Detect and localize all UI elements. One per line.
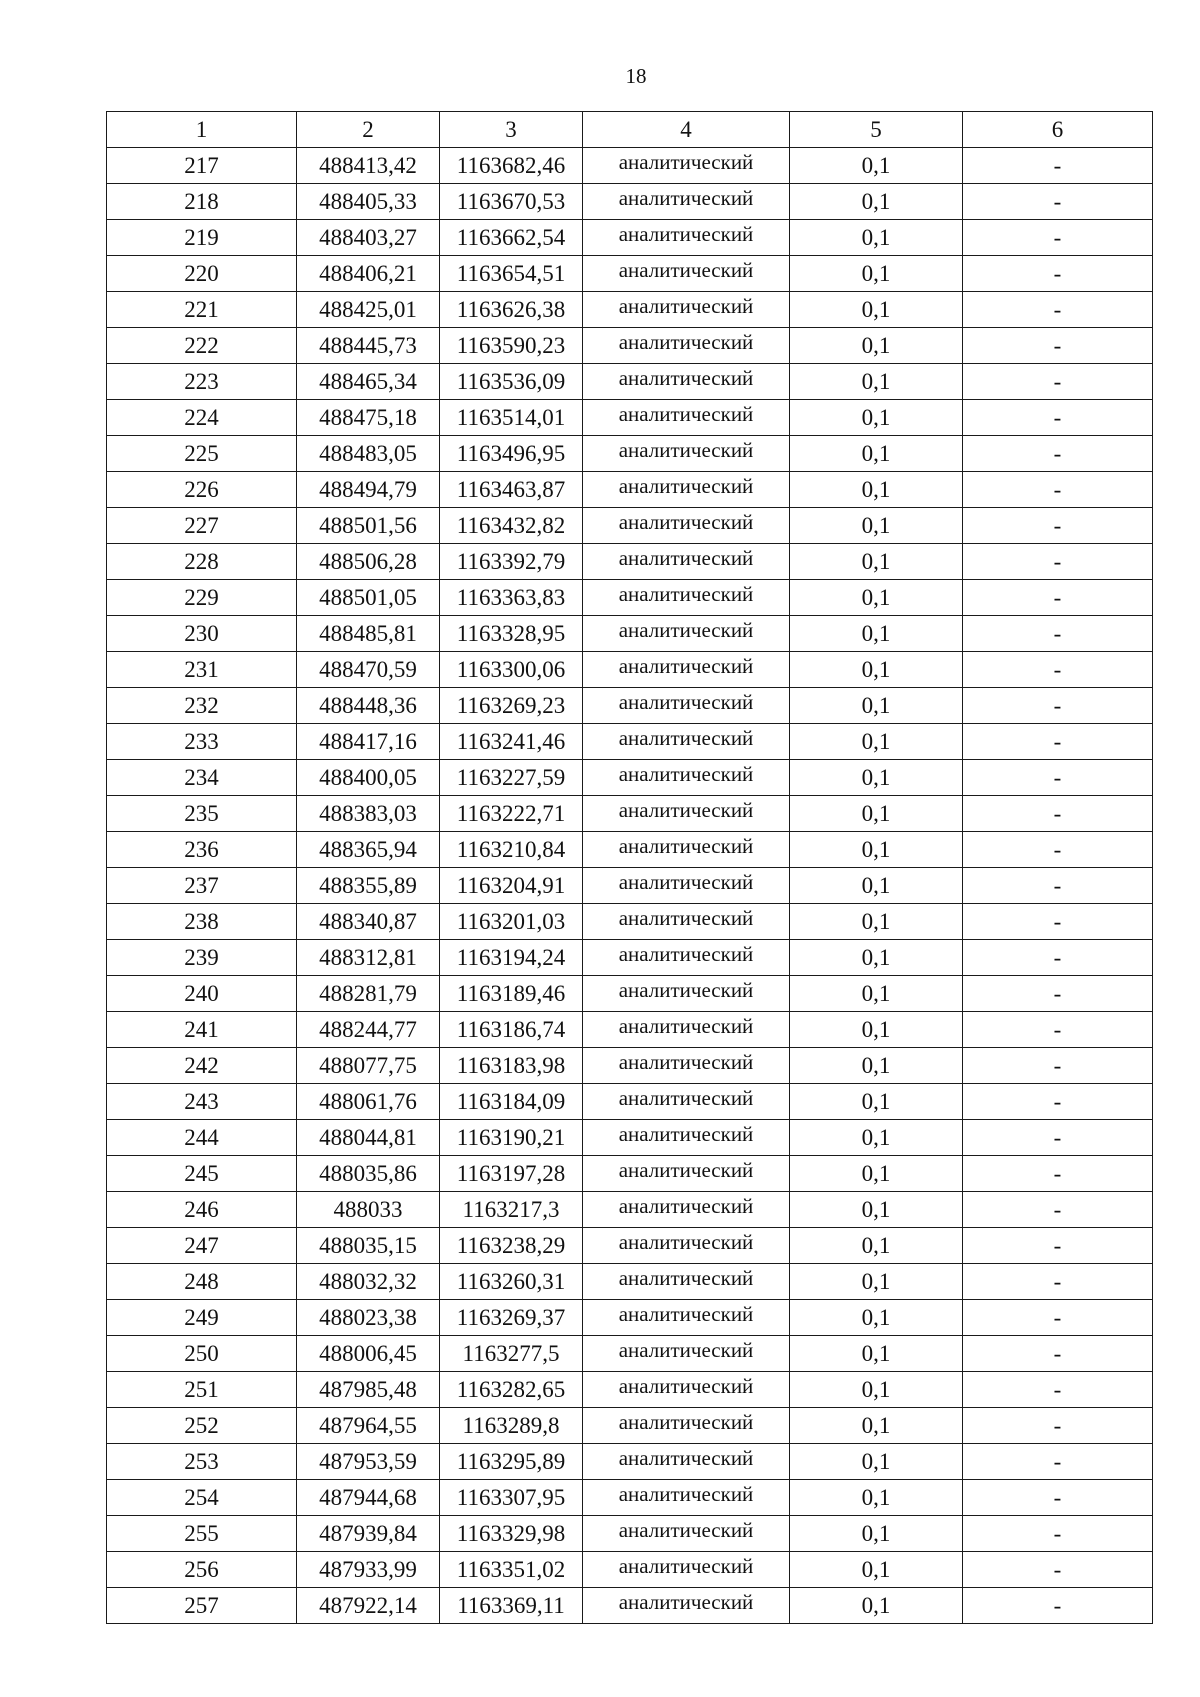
cell-method: аналитический xyxy=(583,904,790,940)
cell-point-number: 225 xyxy=(107,436,297,472)
header-col-1: 1 xyxy=(107,112,297,148)
table-row xyxy=(107,508,1153,544)
table-row xyxy=(107,1084,1153,1120)
cell-method: аналитический xyxy=(583,436,790,472)
cell-note: - xyxy=(963,436,1153,472)
cell-note: - xyxy=(963,976,1153,1012)
cell-x-coordinate: 488340,87 xyxy=(297,904,440,940)
cell-point-number: 250 xyxy=(107,1336,297,1372)
cell-accuracy: 0,1 xyxy=(790,1228,963,1264)
cell-accuracy: 0,1 xyxy=(790,184,963,220)
cell-note: - xyxy=(963,1372,1153,1408)
cell-accuracy: 0,1 xyxy=(790,220,963,256)
cell-x-coordinate: 487939,84 xyxy=(297,1516,440,1552)
cell-method: аналитический xyxy=(583,472,790,508)
cell-x-coordinate: 488312,81 xyxy=(297,940,440,976)
cell-y-coordinate: 1163514,01 xyxy=(440,400,583,436)
cell-note: - xyxy=(963,256,1153,292)
cell-method: аналитический xyxy=(583,364,790,400)
cell-accuracy: 0,1 xyxy=(790,976,963,1012)
cell-method: аналитический xyxy=(583,976,790,1012)
cell-y-coordinate: 1163269,37 xyxy=(440,1300,583,1336)
cell-x-coordinate: 488006,45 xyxy=(297,1336,440,1372)
cell-accuracy: 0,1 xyxy=(790,652,963,688)
cell-y-coordinate: 1163654,51 xyxy=(440,256,583,292)
cell-x-coordinate: 487933,99 xyxy=(297,1552,440,1588)
table-row xyxy=(107,1480,1153,1516)
table-row xyxy=(107,400,1153,436)
cell-y-coordinate: 1163201,03 xyxy=(440,904,583,940)
cell-y-coordinate: 1163670,53 xyxy=(440,184,583,220)
cell-method: аналитический xyxy=(583,1336,790,1372)
cell-note: - xyxy=(963,940,1153,976)
cell-point-number: 255 xyxy=(107,1516,297,1552)
cell-accuracy: 0,1 xyxy=(790,292,963,328)
cell-x-coordinate: 488044,81 xyxy=(297,1120,440,1156)
cell-x-coordinate: 488244,77 xyxy=(297,1012,440,1048)
cell-point-number: 241 xyxy=(107,1012,297,1048)
cell-y-coordinate: 1163210,84 xyxy=(440,832,583,868)
cell-point-number: 227 xyxy=(107,508,297,544)
cell-x-coordinate: 488485,81 xyxy=(297,616,440,652)
cell-y-coordinate: 1163186,74 xyxy=(440,1012,583,1048)
cell-point-number: 238 xyxy=(107,904,297,940)
cell-y-coordinate: 1163238,29 xyxy=(440,1228,583,1264)
cell-y-coordinate: 1163626,38 xyxy=(440,292,583,328)
cell-point-number: 228 xyxy=(107,544,297,580)
cell-note: - xyxy=(963,544,1153,580)
table-row xyxy=(107,688,1153,724)
cell-y-coordinate: 1163682,46 xyxy=(440,148,583,184)
cell-note: - xyxy=(963,796,1153,832)
cell-method: аналитический xyxy=(583,256,790,292)
cell-x-coordinate: 488355,89 xyxy=(297,868,440,904)
cell-point-number: 254 xyxy=(107,1480,297,1516)
cell-y-coordinate: 1163300,06 xyxy=(440,652,583,688)
cell-method: аналитический xyxy=(583,1516,790,1552)
cell-note: - xyxy=(963,724,1153,760)
cell-note: - xyxy=(963,1156,1153,1192)
cell-method: аналитический xyxy=(583,508,790,544)
cell-note: - xyxy=(963,1084,1153,1120)
cell-accuracy: 0,1 xyxy=(790,796,963,832)
cell-x-coordinate: 488506,28 xyxy=(297,544,440,580)
cell-y-coordinate: 1163289,8 xyxy=(440,1408,583,1444)
cell-y-coordinate: 1163295,89 xyxy=(440,1444,583,1480)
cell-method: аналитический xyxy=(583,544,790,580)
cell-x-coordinate: 488383,03 xyxy=(297,796,440,832)
table-header xyxy=(107,112,1153,148)
table-row xyxy=(107,832,1153,868)
cell-method: аналитический xyxy=(583,688,790,724)
cell-accuracy: 0,1 xyxy=(790,940,963,976)
cell-accuracy: 0,1 xyxy=(790,328,963,364)
cell-note: - xyxy=(963,364,1153,400)
cell-method: аналитический xyxy=(583,652,790,688)
cell-x-coordinate: 488023,38 xyxy=(297,1300,440,1336)
cell-point-number: 229 xyxy=(107,580,297,616)
cell-y-coordinate: 1163282,65 xyxy=(440,1372,583,1408)
table-row xyxy=(107,1444,1153,1480)
cell-note: - xyxy=(963,1588,1153,1624)
cell-y-coordinate: 1163190,21 xyxy=(440,1120,583,1156)
cell-note: - xyxy=(963,328,1153,364)
cell-note: - xyxy=(963,868,1153,904)
cell-accuracy: 0,1 xyxy=(790,904,963,940)
header-row xyxy=(107,112,1153,148)
cell-note: - xyxy=(963,1012,1153,1048)
cell-method: аналитический xyxy=(583,220,790,256)
cell-note: - xyxy=(963,580,1153,616)
cell-point-number: 249 xyxy=(107,1300,297,1336)
cell-x-coordinate: 488061,76 xyxy=(297,1084,440,1120)
cell-note: - xyxy=(963,1120,1153,1156)
cell-x-coordinate: 488417,16 xyxy=(297,724,440,760)
cell-y-coordinate: 1163184,09 xyxy=(440,1084,583,1120)
cell-note: - xyxy=(963,1552,1153,1588)
cell-x-coordinate: 487953,59 xyxy=(297,1444,440,1480)
cell-accuracy: 0,1 xyxy=(790,580,963,616)
table-row xyxy=(107,1264,1153,1300)
header-col-6: 6 xyxy=(963,112,1153,148)
cell-y-coordinate: 1163307,95 xyxy=(440,1480,583,1516)
header-col-4: 4 xyxy=(583,112,790,148)
coordinates-table xyxy=(106,111,1153,1624)
table-row xyxy=(107,1408,1153,1444)
cell-accuracy: 0,1 xyxy=(790,1516,963,1552)
table-row xyxy=(107,472,1153,508)
cell-note: - xyxy=(963,1408,1153,1444)
cell-point-number: 236 xyxy=(107,832,297,868)
cell-note: - xyxy=(963,652,1153,688)
cell-method: аналитический xyxy=(583,940,790,976)
cell-accuracy: 0,1 xyxy=(790,616,963,652)
table-row xyxy=(107,724,1153,760)
cell-point-number: 248 xyxy=(107,1264,297,1300)
table-row xyxy=(107,1192,1153,1228)
cell-y-coordinate: 1163392,79 xyxy=(440,544,583,580)
cell-point-number: 234 xyxy=(107,760,297,796)
cell-accuracy: 0,1 xyxy=(790,400,963,436)
cell-y-coordinate: 1163194,24 xyxy=(440,940,583,976)
cell-point-number: 233 xyxy=(107,724,297,760)
cell-y-coordinate: 1163189,46 xyxy=(440,976,583,1012)
cell-point-number: 218 xyxy=(107,184,297,220)
cell-y-coordinate: 1163328,95 xyxy=(440,616,583,652)
cell-point-number: 237 xyxy=(107,868,297,904)
cell-y-coordinate: 1163227,59 xyxy=(440,760,583,796)
cell-method: аналитический xyxy=(583,1408,790,1444)
cell-accuracy: 0,1 xyxy=(790,1480,963,1516)
cell-note: - xyxy=(963,1264,1153,1300)
cell-x-coordinate: 488448,36 xyxy=(297,688,440,724)
cell-point-number: 220 xyxy=(107,256,297,292)
table-row xyxy=(107,652,1153,688)
cell-y-coordinate: 1163351,02 xyxy=(440,1552,583,1588)
cell-point-number: 235 xyxy=(107,796,297,832)
cell-y-coordinate: 1163183,98 xyxy=(440,1048,583,1084)
table-row xyxy=(107,1048,1153,1084)
table-row xyxy=(107,1552,1153,1588)
cell-method: аналитический xyxy=(583,292,790,328)
table-row xyxy=(107,256,1153,292)
cell-x-coordinate: 487964,55 xyxy=(297,1408,440,1444)
cell-note: - xyxy=(963,184,1153,220)
cell-y-coordinate: 1163496,95 xyxy=(440,436,583,472)
cell-note: - xyxy=(963,832,1153,868)
cell-point-number: 252 xyxy=(107,1408,297,1444)
cell-method: аналитический xyxy=(583,1552,790,1588)
cell-accuracy: 0,1 xyxy=(790,1372,963,1408)
cell-y-coordinate: 1163217,3 xyxy=(440,1192,583,1228)
cell-note: - xyxy=(963,1228,1153,1264)
cell-accuracy: 0,1 xyxy=(790,1120,963,1156)
cell-x-coordinate: 487985,48 xyxy=(297,1372,440,1408)
cell-method: аналитический xyxy=(583,1012,790,1048)
cell-y-coordinate: 1163432,82 xyxy=(440,508,583,544)
cell-method: аналитический xyxy=(583,1300,790,1336)
cell-x-coordinate: 487922,14 xyxy=(297,1588,440,1624)
cell-note: - xyxy=(963,1048,1153,1084)
table-row xyxy=(107,436,1153,472)
table-row xyxy=(107,1156,1153,1192)
cell-x-coordinate: 488445,73 xyxy=(297,328,440,364)
cell-accuracy: 0,1 xyxy=(790,1336,963,1372)
cell-accuracy: 0,1 xyxy=(790,1048,963,1084)
table-row xyxy=(107,1372,1153,1408)
table-row xyxy=(107,364,1153,400)
table-body xyxy=(107,148,1153,1624)
table-row xyxy=(107,868,1153,904)
page-number: 18 xyxy=(625,64,647,88)
cell-note: - xyxy=(963,1444,1153,1480)
table-row xyxy=(107,760,1153,796)
cell-accuracy: 0,1 xyxy=(790,868,963,904)
cell-x-coordinate: 488365,94 xyxy=(297,832,440,868)
cell-accuracy: 0,1 xyxy=(790,508,963,544)
cell-note: - xyxy=(963,1480,1153,1516)
table-row xyxy=(107,580,1153,616)
cell-accuracy: 0,1 xyxy=(790,148,963,184)
cell-point-number: 243 xyxy=(107,1084,297,1120)
cell-point-number: 232 xyxy=(107,688,297,724)
table-row xyxy=(107,1120,1153,1156)
cell-method: аналитический xyxy=(583,328,790,364)
cell-y-coordinate: 1163204,91 xyxy=(440,868,583,904)
cell-point-number: 224 xyxy=(107,400,297,436)
table-row xyxy=(107,1300,1153,1336)
cell-accuracy: 0,1 xyxy=(790,544,963,580)
cell-x-coordinate: 488413,42 xyxy=(297,148,440,184)
cell-method: аналитический xyxy=(583,1084,790,1120)
cell-method: аналитический xyxy=(583,832,790,868)
cell-accuracy: 0,1 xyxy=(790,688,963,724)
cell-point-number: 221 xyxy=(107,292,297,328)
cell-note: - xyxy=(963,292,1153,328)
cell-y-coordinate: 1163590,23 xyxy=(440,328,583,364)
cell-y-coordinate: 1163369,11 xyxy=(440,1588,583,1624)
cell-point-number: 230 xyxy=(107,616,297,652)
cell-method: аналитический xyxy=(583,1048,790,1084)
cell-x-coordinate: 488281,79 xyxy=(297,976,440,1012)
cell-method: аналитический xyxy=(583,1588,790,1624)
table-row xyxy=(107,1228,1153,1264)
cell-method: аналитический xyxy=(583,1372,790,1408)
cell-x-coordinate: 488425,01 xyxy=(297,292,440,328)
cell-x-coordinate: 488403,27 xyxy=(297,220,440,256)
cell-point-number: 239 xyxy=(107,940,297,976)
cell-point-number: 244 xyxy=(107,1120,297,1156)
cell-point-number: 223 xyxy=(107,364,297,400)
cell-y-coordinate: 1163222,71 xyxy=(440,796,583,832)
table-row xyxy=(107,328,1153,364)
cell-x-coordinate: 488405,33 xyxy=(297,184,440,220)
cell-accuracy: 0,1 xyxy=(790,1552,963,1588)
cell-x-coordinate: 488406,21 xyxy=(297,256,440,292)
cell-accuracy: 0,1 xyxy=(790,436,963,472)
cell-note: - xyxy=(963,1336,1153,1372)
cell-point-number: 253 xyxy=(107,1444,297,1480)
cell-point-number: 256 xyxy=(107,1552,297,1588)
table-row xyxy=(107,544,1153,580)
cell-method: аналитический xyxy=(583,1192,790,1228)
cell-accuracy: 0,1 xyxy=(790,832,963,868)
cell-point-number: 245 xyxy=(107,1156,297,1192)
table-row xyxy=(107,184,1153,220)
cell-x-coordinate: 488501,05 xyxy=(297,580,440,616)
cell-method: аналитический xyxy=(583,796,790,832)
cell-accuracy: 0,1 xyxy=(790,364,963,400)
cell-x-coordinate: 488501,56 xyxy=(297,508,440,544)
cell-point-number: 257 xyxy=(107,1588,297,1624)
cell-x-coordinate: 488465,34 xyxy=(297,364,440,400)
cell-point-number: 240 xyxy=(107,976,297,1012)
cell-accuracy: 0,1 xyxy=(790,1444,963,1480)
table-row xyxy=(107,1516,1153,1552)
cell-accuracy: 0,1 xyxy=(790,1588,963,1624)
cell-note: - xyxy=(963,688,1153,724)
cell-method: аналитический xyxy=(583,1156,790,1192)
cell-method: аналитический xyxy=(583,1120,790,1156)
cell-note: - xyxy=(963,1516,1153,1552)
cell-x-coordinate: 488077,75 xyxy=(297,1048,440,1084)
cell-method: аналитический xyxy=(583,760,790,796)
cell-x-coordinate: 488400,05 xyxy=(297,760,440,796)
cell-note: - xyxy=(963,220,1153,256)
table-row xyxy=(107,940,1153,976)
table-row xyxy=(107,220,1153,256)
cell-point-number: 247 xyxy=(107,1228,297,1264)
cell-accuracy: 0,1 xyxy=(790,1264,963,1300)
cell-y-coordinate: 1163260,31 xyxy=(440,1264,583,1300)
cell-note: - xyxy=(963,148,1153,184)
cell-method: аналитический xyxy=(583,184,790,220)
cell-method: аналитический xyxy=(583,1264,790,1300)
cell-note: - xyxy=(963,616,1153,652)
cell-accuracy: 0,1 xyxy=(790,256,963,292)
cell-method: аналитический xyxy=(583,724,790,760)
cell-y-coordinate: 1163241,46 xyxy=(440,724,583,760)
cell-x-coordinate: 488032,32 xyxy=(297,1264,440,1300)
header-col-3: 3 xyxy=(440,112,583,148)
cell-x-coordinate: 488035,86 xyxy=(297,1156,440,1192)
cell-method: аналитический xyxy=(583,148,790,184)
cell-method: аналитический xyxy=(583,1228,790,1264)
header-col-5: 5 xyxy=(790,112,963,148)
cell-accuracy: 0,1 xyxy=(790,724,963,760)
table-row xyxy=(107,292,1153,328)
cell-method: аналитический xyxy=(583,616,790,652)
cell-note: - xyxy=(963,1300,1153,1336)
cell-point-number: 222 xyxy=(107,328,297,364)
cell-x-coordinate: 488035,15 xyxy=(297,1228,440,1264)
table-row xyxy=(107,1336,1153,1372)
cell-accuracy: 0,1 xyxy=(790,1192,963,1228)
cell-y-coordinate: 1163269,23 xyxy=(440,688,583,724)
cell-x-coordinate: 487944,68 xyxy=(297,1480,440,1516)
cell-accuracy: 0,1 xyxy=(790,472,963,508)
cell-point-number: 242 xyxy=(107,1048,297,1084)
cell-x-coordinate: 488033 xyxy=(297,1192,440,1228)
table-row xyxy=(107,148,1153,184)
cell-note: - xyxy=(963,760,1153,796)
cell-accuracy: 0,1 xyxy=(790,760,963,796)
cell-point-number: 217 xyxy=(107,148,297,184)
cell-accuracy: 0,1 xyxy=(790,1300,963,1336)
cell-note: - xyxy=(963,1192,1153,1228)
cell-x-coordinate: 488483,05 xyxy=(297,436,440,472)
cell-y-coordinate: 1163662,54 xyxy=(440,220,583,256)
cell-y-coordinate: 1163197,28 xyxy=(440,1156,583,1192)
table-row xyxy=(107,976,1153,1012)
cell-point-number: 219 xyxy=(107,220,297,256)
cell-point-number: 226 xyxy=(107,472,297,508)
cell-x-coordinate: 488475,18 xyxy=(297,400,440,436)
cell-method: аналитический xyxy=(583,580,790,616)
cell-accuracy: 0,1 xyxy=(790,1084,963,1120)
cell-y-coordinate: 1163363,83 xyxy=(440,580,583,616)
cell-point-number: 246 xyxy=(107,1192,297,1228)
cell-method: аналитический xyxy=(583,1444,790,1480)
cell-x-coordinate: 488470,59 xyxy=(297,652,440,688)
cell-note: - xyxy=(963,904,1153,940)
cell-point-number: 231 xyxy=(107,652,297,688)
table-row xyxy=(107,616,1153,652)
cell-note: - xyxy=(963,400,1153,436)
table-row xyxy=(107,1588,1153,1624)
table-row xyxy=(107,1012,1153,1048)
cell-method: аналитический xyxy=(583,400,790,436)
cell-accuracy: 0,1 xyxy=(790,1156,963,1192)
cell-point-number: 251 xyxy=(107,1372,297,1408)
cell-y-coordinate: 1163277,5 xyxy=(440,1336,583,1372)
header-col-2: 2 xyxy=(297,112,440,148)
cell-y-coordinate: 1163463,87 xyxy=(440,472,583,508)
cell-note: - xyxy=(963,508,1153,544)
table-row xyxy=(107,796,1153,832)
table-row xyxy=(107,904,1153,940)
cell-y-coordinate: 1163536,09 xyxy=(440,364,583,400)
cell-method: аналитический xyxy=(583,868,790,904)
cell-y-coordinate: 1163329,98 xyxy=(440,1516,583,1552)
cell-method: аналитический xyxy=(583,1480,790,1516)
cell-accuracy: 0,1 xyxy=(790,1012,963,1048)
cell-accuracy: 0,1 xyxy=(790,1408,963,1444)
cell-note: - xyxy=(963,472,1153,508)
cell-x-coordinate: 488494,79 xyxy=(297,472,440,508)
